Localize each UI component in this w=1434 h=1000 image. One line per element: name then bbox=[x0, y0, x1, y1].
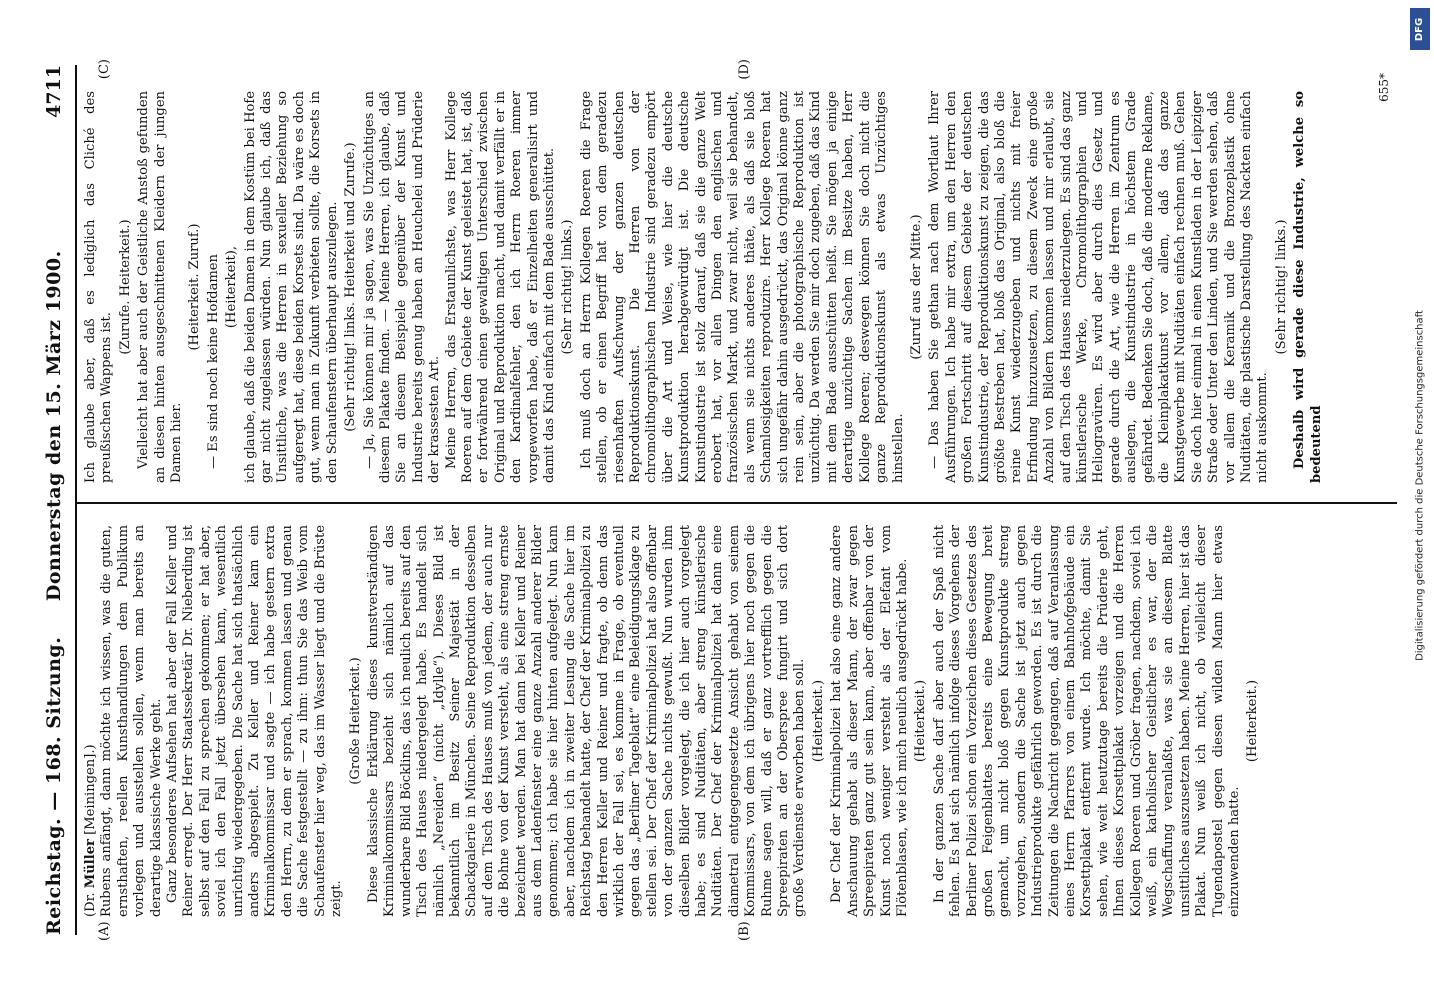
paragraph: Meine Herren, das Erstaunlichste, was Herr Kollege Roeren auf dem Gebiete der Kunst geleistet hat, ist, daß er fortwährend einen gewaltigen Unterschied zwischen Original und Reproduktion macht, und damit verfällt er in den Kardinalfehler, den ich Herrn Roeren immer vorgeworfen habe, daß er Einzelheiten generalisirt und damit das Kind einfach mit dem Bade ausschüttet. bbox=[443, 91, 557, 483]
paragraph: — Ja, Sie können mir ja sagen, was Sie Unzüchtiges an diesem Plakate finden. — Meine Herren, ich glaube, daß Sie an diesem Beispiele gegenüber der Kunst und Industrie bereits genug haben an Heuchelei und Prüderie der krassesten Art. bbox=[361, 91, 443, 483]
paragraph: Ganz besonderes Aufsehen hat aber der Fall Keller und Reiner erregt. Der Herr Staatssekretär Dr. Nieberding ist selbst auf den Fall zu sprechen gekommen; er hat aber, soviel ich den Fall jetzt übersehen kann, wesentlich unrichtig wiedergegeben. Die Sache hat sich thatsächlich anders abgespielt. Zu Keller und Reiner kam ein Kriminalkommissar und sagte — ich habe gestern extra den Herrn, zu dem er sprach, kommen lassen und genau die Sache festgestellt — zu ihm: thun Sie das Weib vom Schaufenster hier weg, das im Wasser liegt und die Brüste zeigt. bbox=[165, 525, 345, 917]
interjection: (Heiterkeit. Zuruf.) bbox=[187, 223, 203, 351]
paragraph: Der Chef der Kriminalpolizei hat also eine ganz andere Anschauung gehabt als dieser Mann, der zwar gegen Spreepiraten ganz gut sein kann, aber offenbar von der Kunst noch weniger versteht als der Elefant vom Flötenblasen, wie ich mich neulich ausgedrückt habe. bbox=[829, 525, 910, 917]
interjection: (Große Heiterkeit.) bbox=[347, 657, 363, 785]
paragraph: Ich muß doch an Herrn Kollegen Roeren die Frage stellen, ob er einen Begriff hat von dem geradezu riesenhaften Aufschwung der ganzen deutschen Reproduktionskunst. Die Herren von der chromolithographischen Industrie sind geradezu empört über die Art und Weise, wie hier die deutsche Kunstproduktion herabgewürdigt ist. Die deutsche Kunstindustrie ist stolz darauf, daß sie die ganze Welt erobert hat, vor allen Dingen den englischen und französischen Markt, und zwar nicht, weil sie behandelt, als wenn sie nichts anderes thäte, als daß sie bloß Schamlosigkeiten reproduzire. Herr Kollege Roeren hat sich ungefähr dahin ausgedrückt, das Original könne ganz rein sein, aber die photographische Reproduktion ist unzüchtig. Da werden Sie mir doch zugeben, daß das Kind mit dem Bade ausschütten heißt. Sie mögen ja einige derartige unzüchtige Sachen im Besitze haben, Herr Kollege Roeren; deswegen können Sie doch nicht die ganze Reproduktionskunst als etwas Unzüchtiges hinstellen. bbox=[578, 91, 906, 483]
column-divider bbox=[77, 502, 1397, 504]
paragraph: ich glaube, daß die beiden Damen in dem Kostüm bei Hofe gar nicht zugelassen würden. Nun glaube ich, daß das Unsittliche, was die Herren in sexueller Beziehung so aufgeregt hat, diese beiden Korsets sind. Da wäre es doch gut, wenn man in Zukunft verbieten sollte, die Korsets in den Schaufenstern überhaupt auszulegen. bbox=[242, 91, 340, 483]
paragraph: Ich glaube aber, daß es lediglich das Cliché des preußischen Wappens ist. bbox=[83, 91, 115, 483]
paragraph: Vielleicht hat aber auch der Geistliche Anstoß gefunden an diesen hinten ausgeschnittenen Kleidern der jungen Damen hier. bbox=[136, 91, 185, 483]
left-column bbox=[83, 525, 1393, 917]
interjection: (Sehr richtig! links.) bbox=[560, 219, 576, 355]
running-header bbox=[37, 65, 77, 935]
margin-marker-b: (B) bbox=[737, 921, 752, 941]
margin-marker-a: (A) bbox=[97, 921, 112, 941]
interjection: (Heiterkeit.) bbox=[913, 679, 929, 763]
paragraph: In der ganzen Sache darf aber auch der Spaß nicht fehlen. Es hat sich nämlich infolge dieses Vorgehens der Berliner Polizei schon ein Vorzeichen dieses Gesetzes des großen Feigenblattes bereits eine Bewegung breit gemacht, um nicht bloß gegen Kunstprodukte streng vorzugehen, sondern die Sache ist jetzt auch gegen Industrieprodukte gefährlich geworden. Es ist durch die Zeitungen die Nachricht gegangen, daß auf Veranlassung eines Herrn Pfarrers von einem Bahnhofgebäude ein Korsettplakat entfernt wurde. Ich möchte, damit Sie sehen, wie weit heutzutage bereits die Prüderie geht, Ihnen dieses Korsettplakat vorzeigen und die Herren Kollegen Roeren und Gröber fragen, nachdem, soviel ich weiß, ein katholischer Geistlicher es war, der die Wegschaffung veranlaßte, was sie an diesem Blatte unsittliches auszusetzen haben. Meine Herren, hier ist das Plakat. Nun weiß ich nicht, ob vielleicht dieser Tugendapostel gegen diesen wilden Mann hier etwas einzuwenden hatte. bbox=[931, 525, 1243, 917]
speaker-line: (Dr. Müller [Meiningen].) bbox=[83, 744, 98, 917]
interjection: (Sehr richtig! links. Heiterkeit und Zurufe.) bbox=[343, 142, 359, 432]
margin-marker-c: (C) bbox=[97, 59, 112, 80]
speaker-name: Müller bbox=[83, 839, 98, 889]
interjection: (Zurufe. Heiterkeit.) bbox=[117, 219, 133, 355]
paragraph: — Das haben Sie gethan nach dem Wortlaut Ihrer Ausführungen. Ich habe mir extra, um den Herren den großen Fortschritt auf diesem Gebiete der deutschen Kunstindustrie, der Reproduktionskunst zu zeigen, die das größte Bestreben hat, bloß das Original, also bloß die reine Kunst wiederzugeben und nichts mit freier Erfindung hinzuzusetzen, zu diesem Zweck eine große Anzahl von Bildern kommen lassen und mir erlaubt, sie auf den Tisch des Hauses niederzulegen. Es sind das ganz künstlerische Werke, Chromolithographien und Heliogravüren. Es wird aber durch dies Gesetz und gerade durch die Art, wie die Herren im Zentrum es auslegen, die Kunstindustrie in höchstem Grade gefährdet. Bedenken Sie doch, daß die moderne Reklame, die Kleinplakatkunst vor allem, daß das ganze Kunstgewerbe mit Nuditäten einfach rechnen muß. Gehen Sie doch hier einmal in einen Kunstladen in der Leipziger Straße oder Unter den Linden, und Sie werden sehen, daß vor allem die Keramik und die Bronzeplastik ohne Nuditäten, die plastische Darstellung des Nackten einfach nicht auskommt. bbox=[927, 91, 1271, 483]
paragraph: Deshalb wird gerade diese Industrie, welche so bedeutend bbox=[1292, 91, 1324, 483]
interjection: (Heiterkeit.) bbox=[810, 679, 826, 763]
interjection: (Zuruf aus der Mitte.) bbox=[908, 214, 924, 360]
digitization-stamp bbox=[1406, 0, 1434, 1000]
dfg-logo: DFG bbox=[1410, 8, 1430, 50]
interjection: (Sehr richtig! links.) bbox=[1273, 219, 1289, 355]
interjection: (Heiterkeit.) bbox=[1245, 679, 1261, 763]
paragraph: Diese klassische Erklärung dieses kunstverständigen Kriminalkommissars bezieht sich nämlich auf das wunderbare Bild Böcklins, das ich neulich bereits auf den Tisch des Hauses niedergelegt habe. Es handelt sich nämlich „Nereiden“ (nicht „Idylle“). Dieses Bild ist bekanntlich im Besitz Seiner Majestät in der Schackgalerie in München. Seine Reproduktion desselben auf dem Tisch des Hauses muß von jedem, der auch nur die Bohne von der Kunst versteht, als eine streng ernste bezeichnet werden. Man hat dann bei Keller und Reiner aus dem Ladenfenster eine ganze Anzahl anderer Bilder genommen; ich habe sie hier hinten aufgelegt. Nun kam aber, nachdem ich in zweiter Lesung die Sache hier im Reichstag behandelt hatte, der Chef der Kriminalpolizei zu den Herren Keller und Reiner und fragte, ob denn das wirklich der Fall sei, es komme in Frage, ob eventuell gegen das „Berliner Tageblatt“ eine Beleidigungsklage zu stellen sei. Der Chef der Kriminalpolizei hat also offenbar von der ganzen Sache nichts gewußt. Nun wurden ihm dieselben Bilder vorgelegt, die ich hier auch vorgelegt habe; es sind Nuditäten, aber streng künstlerische Nuditäten. Der Chef der Kriminalpolizei hat dann eine diametral entgegengesetzte Ansicht gehabt von seinem Kommissars, von dem ich übrigens hier noch gegen die Ruhme sagen will, daß er ganz vortrefflich gegen die Spreepiraten an der Oberspree fungirt und sich dort große Verdienste erworben haben soll. bbox=[365, 525, 808, 917]
stamp-text: Digitalisierung gefördert durch die Deutsche Forschungsgemeinschaft bbox=[1414, 310, 1426, 661]
page-number: 4711 bbox=[43, 65, 65, 118]
rotated-page-content bbox=[37, 55, 1397, 945]
header-left: Reichstag. — 168. Sitzung. Donnerstag den 15. März 1900. bbox=[43, 250, 65, 935]
paragraph: Rubens anfängt, dann möchte ich wissen, was die guten, ernsthaften, reellen Kunsthandlungen dem Publikum vorlegen und ausstellen sollen, wenn man bereits an derartige klassische Werke geht. bbox=[99, 525, 164, 917]
interjection: (Heiterkeit), bbox=[224, 245, 240, 329]
paragraph: — Es sind noch keine Hofdamen bbox=[205, 254, 221, 469]
sheet-number: 655* bbox=[1377, 73, 1391, 102]
right-column bbox=[83, 91, 1393, 483]
margin-marker-d: (D) bbox=[737, 59, 752, 80]
header-date: Donnerstag den 15. März 1900. bbox=[43, 250, 65, 602]
